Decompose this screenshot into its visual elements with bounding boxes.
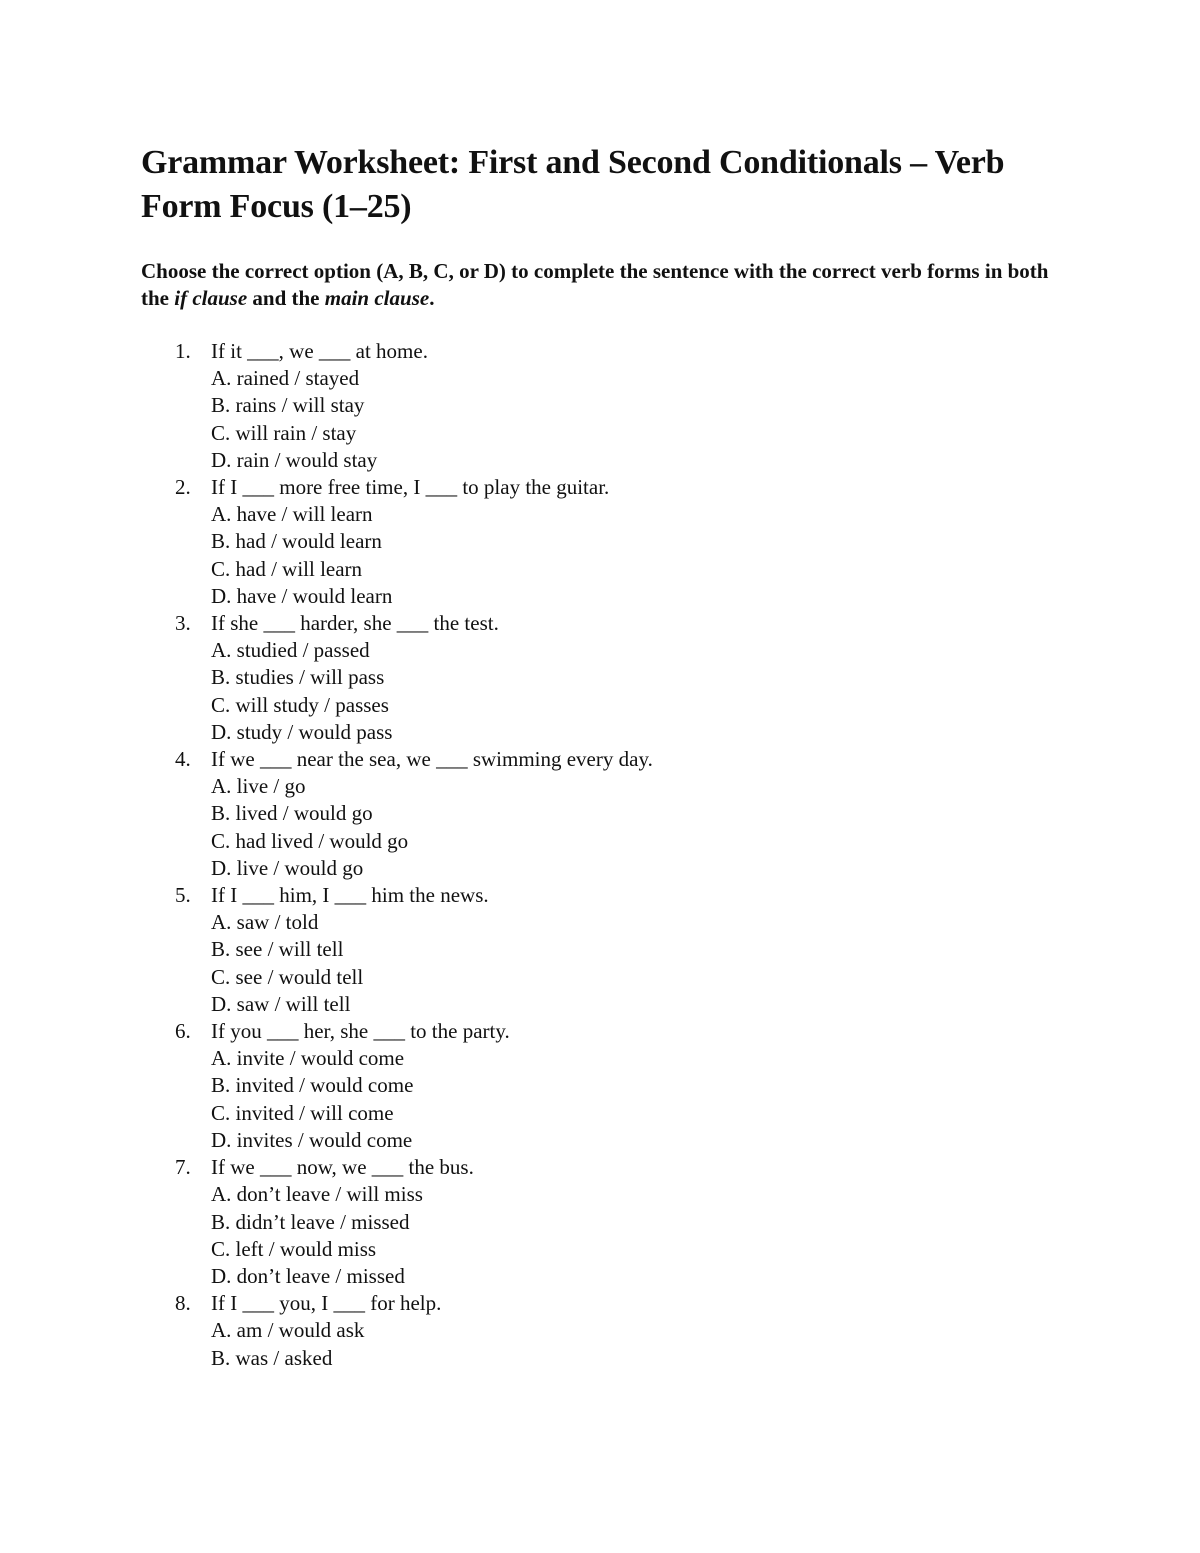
answer-option: D. invites / would come <box>211 1127 413 1152</box>
question-number: 2. <box>175 475 191 500</box>
question-1 <box>141 338 1071 474</box>
answer-option: D. rain / would stay <box>211 447 378 472</box>
question-number: 6. <box>175 1019 191 1044</box>
question-stem: If you ___ her, she ___ to the party. <box>211 1019 510 1044</box>
question-number: 8. <box>175 1291 191 1316</box>
answer-option: B. rains / will stay <box>211 393 365 418</box>
answer-option: C. left / would miss <box>211 1236 377 1261</box>
question-list <box>141 338 1071 1372</box>
question-number: 7. <box>175 1155 191 1180</box>
worksheet-page <box>141 141 1071 1372</box>
question-stem: If it ___, we ___ at home. <box>211 339 428 363</box>
question-stem: If we ___ now, we ___ the bus. <box>211 1155 474 1180</box>
instructions-text: . <box>429 286 435 310</box>
answer-option: C. invited / will come <box>211 1100 394 1125</box>
answer-option: C. see / would tell <box>211 964 364 989</box>
answer-option: D. study / would pass <box>211 719 393 744</box>
question-7 <box>141 1154 1071 1290</box>
answer-option: C. had lived / would go <box>211 828 409 853</box>
question-number: 1. <box>175 339 191 363</box>
answer-option: B. didn’t leave / missed <box>211 1209 410 1234</box>
answer-option: A. studied / passed <box>211 638 370 663</box>
question-number: 4. <box>175 747 191 772</box>
question-3 <box>141 610 1071 746</box>
answer-option: C. had / will learn <box>211 556 363 581</box>
answer-option: A. live / go <box>211 774 306 799</box>
question-6 <box>141 1018 1071 1154</box>
instructions-text: and the <box>247 286 325 310</box>
answer-option: B. had / would learn <box>211 529 382 554</box>
answer-option: B. see / will tell <box>211 937 344 962</box>
worksheet-title: Grammar Worksheet: First and Second Conditionals – Verb Form Focus (1–25) <box>141 144 1005 225</box>
question-stem: If we ___ near the sea, we ___ swimming every day. <box>211 747 653 772</box>
question-2 <box>141 474 1071 610</box>
answer-option: A. am / would ask <box>211 1318 365 1343</box>
main-clause-term: main clause <box>324 286 430 310</box>
answer-option: B. lived / would go <box>211 801 373 826</box>
answer-option: D. have / would learn <box>211 583 393 608</box>
answer-option: B. invited / would come <box>211 1073 414 1098</box>
question-5 <box>141 882 1071 1018</box>
question-number: 3. <box>175 611 191 636</box>
answer-option: A. have / will learn <box>211 502 373 527</box>
answer-option: C. will rain / stay <box>211 420 357 445</box>
answer-option: C. will study / passes <box>211 692 389 717</box>
if-clause-term: if clause <box>174 286 248 310</box>
answer-option: A. don’t leave / will miss <box>211 1182 423 1207</box>
instructions-text: Choose the correct option (A, B, C, or D) to complete the sentence with the correct verb forms in both the <box>141 259 1049 310</box>
question-stem: If she ___ harder, she ___ the test. <box>211 611 499 636</box>
question-stem: If I ___ you, I ___ for help. <box>211 1291 442 1316</box>
question-stem: If I ___ him, I ___ him the news. <box>211 883 489 908</box>
question-8 <box>141 1290 1071 1372</box>
answer-option: B. studies / will pass <box>211 665 385 690</box>
answer-option: A. rained / stayed <box>211 366 360 391</box>
question-number: 5. <box>175 883 191 908</box>
answer-option: A. invite / would come <box>211 1046 405 1071</box>
instructions <box>141 258 1071 312</box>
question-4 <box>141 746 1071 882</box>
answer-option: B. was / asked <box>211 1345 333 1370</box>
answer-option: D. live / would go <box>211 855 364 880</box>
question-stem: If I ___ more free time, I ___ to play the guitar. <box>211 475 610 500</box>
answer-option: D. saw / will tell <box>211 991 351 1016</box>
answer-option: A. saw / told <box>211 910 319 935</box>
answer-option: D. don’t leave / missed <box>211 1263 405 1288</box>
